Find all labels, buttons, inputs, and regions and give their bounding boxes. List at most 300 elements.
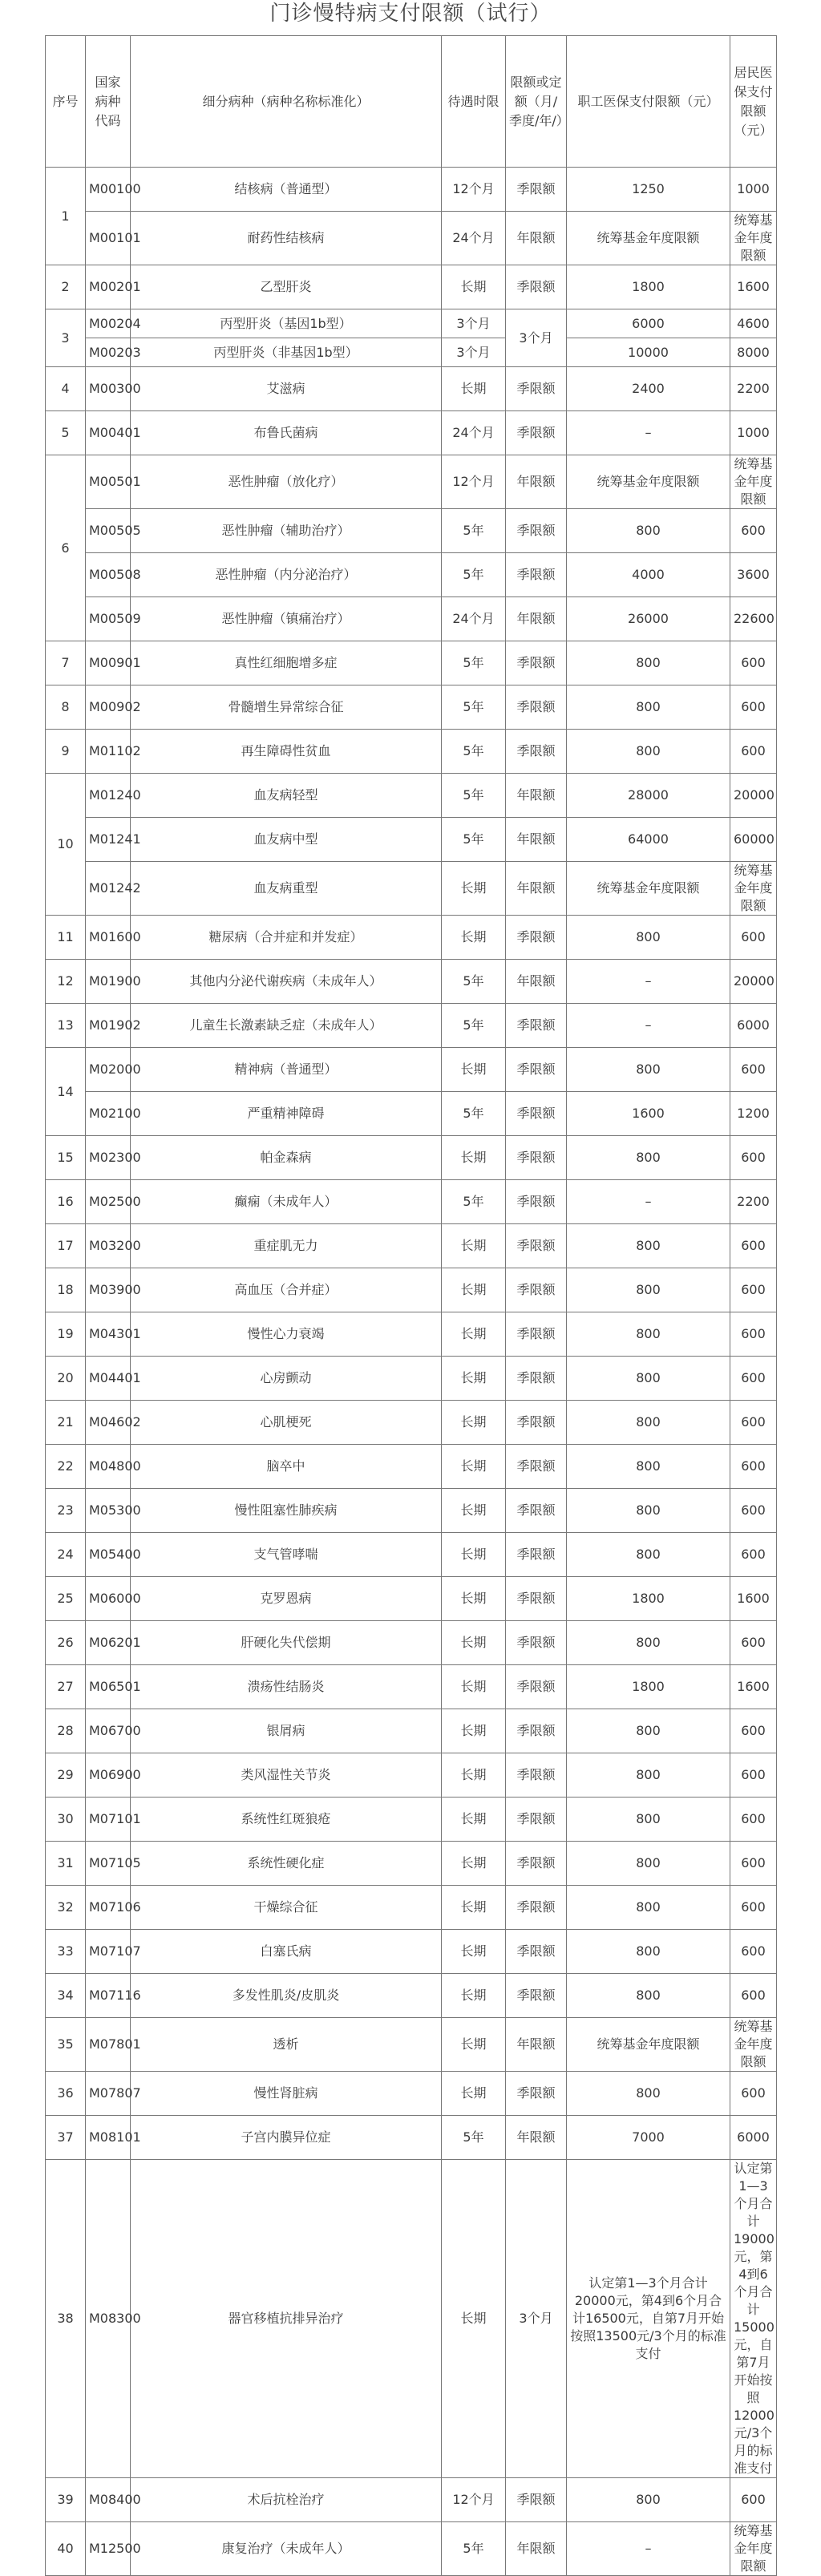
cell-wait: 长期	[442, 1886, 506, 1930]
cell-employee: 64000	[567, 818, 730, 862]
cell-code: M12500	[86, 2522, 131, 2576]
cell-name: 真性红细胞增多症	[131, 641, 442, 685]
cell-resident: 600	[730, 509, 777, 553]
cell-code: M00204	[86, 309, 131, 338]
cell-resident: 2200	[730, 1180, 777, 1224]
cell-wait: 5年	[442, 730, 506, 774]
cell-wait: 长期	[442, 1665, 506, 1709]
table-row	[46, 2116, 777, 2160]
table-row	[46, 168, 777, 212]
cell-resident: 3600	[730, 553, 777, 597]
cell-wait: 长期	[442, 1709, 506, 1753]
cell-name: 精神病（普通型）	[131, 1048, 442, 1092]
cell-resident: 600	[730, 1489, 777, 1533]
cell-employee: 800	[567, 1798, 730, 1842]
cell-name: 心房颤动	[131, 1357, 442, 1401]
cell-limit-type: 季限额	[506, 509, 567, 553]
cell-resident: 600	[730, 1357, 777, 1401]
cell-code: M06501	[86, 1665, 131, 1709]
cell-resident: 统筹基金年度限额	[730, 2018, 777, 2072]
cell-no: 10	[46, 774, 86, 916]
cell-wait: 24个月	[442, 212, 506, 265]
cell-wait: 5年	[442, 774, 506, 818]
cell-no: 12	[46, 960, 86, 1004]
cell-limit-type: 季限额	[506, 1268, 567, 1312]
cell-name: 慢性阻塞性肺疾病	[131, 1489, 442, 1533]
cell-employee: 800	[567, 1886, 730, 1930]
table-row	[46, 1048, 777, 1092]
cell-name: 脑卒中	[131, 1445, 442, 1489]
cell-code: M08101	[86, 2116, 131, 2160]
cell-name: 类风湿性关节炎	[131, 1753, 442, 1798]
cell-no: 39	[46, 2478, 86, 2522]
cell-no: 20	[46, 1357, 86, 1401]
table-row	[46, 1886, 777, 1930]
cell-name: 白塞氏病	[131, 1930, 442, 1974]
cell-employee: 800	[567, 1930, 730, 1974]
table-row	[46, 2522, 777, 2576]
cell-no: 23	[46, 1489, 86, 1533]
cell-resident: 1600	[730, 1577, 777, 1621]
cell-name: 慢性心力衰竭	[131, 1312, 442, 1357]
table-row	[46, 309, 777, 338]
table-row	[46, 1665, 777, 1709]
cell-code: M04602	[86, 1401, 131, 1445]
cell-wait: 长期	[442, 1577, 506, 1621]
cell-limit-type: 季限额	[506, 1577, 567, 1621]
cell-wait: 长期	[442, 1753, 506, 1798]
cell-name: 儿童生长激素缺乏症（未成年人）	[131, 1004, 442, 1048]
cell-resident: 认定第1—3个月合计19000元，第4到6个月合计15000元，自第7月开始按照12000元/3个月的标准支付	[730, 2160, 777, 2478]
cell-no: 37	[46, 2116, 86, 2160]
cell-limit-type: 3个月	[506, 2160, 567, 2478]
cell-no: 21	[46, 1401, 86, 1445]
cell-resident: 600	[730, 1312, 777, 1357]
cell-resident: 600	[730, 1224, 777, 1268]
cell-name: 癫痫（未成年人）	[131, 1180, 442, 1224]
cell-wait: 5年	[442, 1004, 506, 1048]
cell-employee: –	[567, 1180, 730, 1224]
table-row	[46, 1489, 777, 1533]
table-row	[46, 1312, 777, 1357]
cell-employee: 800	[567, 1357, 730, 1401]
limit-table	[45, 35, 777, 2576]
cell-name: 术后抗栓治疗	[131, 2478, 442, 2522]
table-row	[46, 509, 777, 553]
cell-limit-type: 季限额	[506, 1621, 567, 1665]
cell-name: 重症肌无力	[131, 1224, 442, 1268]
cell-employee: 1800	[567, 1577, 730, 1621]
cell-code: M01241	[86, 818, 131, 862]
cell-employee: 7000	[567, 2116, 730, 2160]
cell-wait: 长期	[442, 916, 506, 960]
cell-code: M01902	[86, 1004, 131, 1048]
cell-wait: 长期	[442, 1974, 506, 2018]
cell-employee: 认定第1—3个月合计20000元，第4到6个月合计16500元，自第7月开始按照13500元/3个月的标准支付	[567, 2160, 730, 2478]
cell-resident: 600	[730, 1136, 777, 1180]
cell-resident: 600	[730, 1268, 777, 1312]
cell-employee: 800	[567, 1401, 730, 1445]
cell-no: 34	[46, 1974, 86, 2018]
cell-wait: 5年	[442, 2116, 506, 2160]
cell-no: 35	[46, 2018, 86, 2072]
cell-code: M03200	[86, 1224, 131, 1268]
table-row	[46, 1357, 777, 1401]
cell-name: 子宫内膜异位症	[131, 2116, 442, 2160]
header-code: 国家病种代码	[86, 36, 131, 168]
cell-code: M07807	[86, 2072, 131, 2116]
cell-limit-type: 年限额	[506, 774, 567, 818]
cell-code: M07107	[86, 1930, 131, 1974]
cell-employee: 800	[567, 916, 730, 960]
table-row	[46, 1268, 777, 1312]
cell-limit-type: 季限额	[506, 1798, 567, 1842]
cell-wait: 长期	[442, 1798, 506, 1842]
cell-resident: 600	[730, 1842, 777, 1886]
cell-limit-type: 年限额	[506, 455, 567, 509]
cell-wait: 5年	[442, 509, 506, 553]
cell-limit-type: 年限额	[506, 597, 567, 641]
cell-limit-type: 季限额	[506, 2072, 567, 2116]
cell-name: 透析	[131, 2018, 442, 2072]
cell-resident: 1200	[730, 1092, 777, 1136]
cell-wait: 24个月	[442, 411, 506, 455]
cell-no: 36	[46, 2072, 86, 2116]
table-row	[46, 1533, 777, 1577]
cell-resident: 600	[730, 1709, 777, 1753]
table-row	[46, 2478, 777, 2522]
cell-code: M01900	[86, 960, 131, 1004]
cell-limit-type: 季限额	[506, 367, 567, 411]
cell-name: 肝硬化失代偿期	[131, 1621, 442, 1665]
cell-resident: 600	[730, 916, 777, 960]
table-row	[46, 1401, 777, 1445]
table-row	[46, 641, 777, 685]
table-row	[46, 1224, 777, 1268]
cell-employee: 6000	[567, 309, 730, 338]
cell-code: M00201	[86, 265, 131, 309]
cell-code: M01600	[86, 916, 131, 960]
table-row	[46, 338, 777, 367]
cell-name: 溃疡性结肠炎	[131, 1665, 442, 1709]
cell-wait: 长期	[442, 1312, 506, 1357]
cell-resident: 统筹基金年度限额	[730, 455, 777, 509]
table-row	[46, 1798, 777, 1842]
cell-limit-type: 季限额	[506, 1312, 567, 1357]
cell-employee: 800	[567, 1136, 730, 1180]
cell-limit-type: 季限额	[506, 1886, 567, 1930]
cell-code: M06201	[86, 1621, 131, 1665]
cell-wait: 长期	[442, 1401, 506, 1445]
cell-code: M01240	[86, 774, 131, 818]
cell-employee: 800	[567, 730, 730, 774]
cell-limit-type: 季限额	[506, 1445, 567, 1489]
cell-no: 11	[46, 916, 86, 960]
cell-no: 5	[46, 411, 86, 455]
table-row	[46, 1974, 777, 2018]
cell-resident: 20000	[730, 960, 777, 1004]
cell-code: M02500	[86, 1180, 131, 1224]
header-wait: 待遇时限	[442, 36, 506, 168]
cell-limit-type: 季限额	[506, 411, 567, 455]
header-employee: 职工医保支付限额（元）	[567, 36, 730, 168]
table-row	[46, 1092, 777, 1136]
cell-no: 22	[46, 1445, 86, 1489]
cell-limit-type: 季限额	[506, 1180, 567, 1224]
cell-resident: 600	[730, 1886, 777, 1930]
cell-resident: 600	[730, 1401, 777, 1445]
table-row	[46, 2072, 777, 2116]
cell-limit-type: 季限额	[506, 1136, 567, 1180]
cell-code: M00300	[86, 367, 131, 411]
cell-employee: 800	[567, 2072, 730, 2116]
cell-resident: 22600	[730, 597, 777, 641]
cell-resident: 20000	[730, 774, 777, 818]
cell-code: M06900	[86, 1753, 131, 1798]
cell-code: M07101	[86, 1798, 131, 1842]
table-row	[46, 212, 777, 265]
cell-employee: 1600	[567, 1092, 730, 1136]
cell-wait: 长期	[442, 1268, 506, 1312]
cell-resident: 1000	[730, 411, 777, 455]
cell-employee: 1800	[567, 1665, 730, 1709]
cell-code: M04401	[86, 1357, 131, 1401]
cell-limit-type: 年限额	[506, 2522, 567, 2576]
cell-name: 其他内分泌代谢疾病（未成年人）	[131, 960, 442, 1004]
cell-no: 13	[46, 1004, 86, 1048]
cell-no: 17	[46, 1224, 86, 1268]
cell-name: 耐药性结核病	[131, 212, 442, 265]
cell-limit-type: 季限额	[506, 1930, 567, 1974]
cell-code: M08400	[86, 2478, 131, 2522]
cell-employee: 2400	[567, 367, 730, 411]
cell-limit-type: 季限额	[506, 1092, 567, 1136]
cell-resident: 1600	[730, 1665, 777, 1709]
cell-no: 3	[46, 309, 86, 367]
cell-no: 26	[46, 1621, 86, 1665]
table-row	[46, 1930, 777, 1974]
cell-employee: 10000	[567, 338, 730, 367]
cell-no: 29	[46, 1753, 86, 1798]
cell-employee: 800	[567, 1048, 730, 1092]
cell-limit-type: 3个月	[506, 309, 567, 367]
cell-code: M04301	[86, 1312, 131, 1357]
cell-limit-type: 季限额	[506, 916, 567, 960]
cell-code: M00509	[86, 597, 131, 641]
cell-name: 克罗恩病	[131, 1577, 442, 1621]
cell-wait: 3个月	[442, 309, 506, 338]
cell-resident: 600	[730, 1974, 777, 2018]
cell-employee: 1800	[567, 265, 730, 309]
cell-limit-type: 季限额	[506, 2478, 567, 2522]
page-title: 门诊慢特病支付限额（试行）	[269, 2, 552, 26]
cell-limit-type: 季限额	[506, 1665, 567, 1709]
cell-code: M00508	[86, 553, 131, 597]
cell-resident: 统筹基金年度限额	[730, 2522, 777, 2576]
cell-wait: 24个月	[442, 597, 506, 641]
cell-no: 32	[46, 1886, 86, 1930]
cell-resident: 2200	[730, 367, 777, 411]
cell-name: 支气管哮喘	[131, 1533, 442, 1577]
cell-name: 丙型肝炎（基因1b型）	[131, 309, 442, 338]
table-row	[46, 1136, 777, 1180]
cell-code: M08300	[86, 2160, 131, 2478]
cell-code: M00901	[86, 641, 131, 685]
cell-limit-type: 年限额	[506, 862, 567, 916]
cell-resident: 600	[730, 2478, 777, 2522]
cell-name: 康复治疗（未成年人）	[131, 2522, 442, 2576]
table-row	[46, 730, 777, 774]
cell-no: 15	[46, 1136, 86, 1180]
cell-no: 28	[46, 1709, 86, 1753]
cell-employee: 800	[567, 1842, 730, 1886]
table-row	[46, 862, 777, 916]
cell-code: M00902	[86, 685, 131, 730]
cell-limit-type: 季限额	[506, 553, 567, 597]
table-row	[46, 553, 777, 597]
cell-name: 恶性肿瘤（镇痛治疗）	[131, 597, 442, 641]
table-row	[46, 1842, 777, 1886]
cell-wait: 5年	[442, 1180, 506, 1224]
cell-resident: 600	[730, 685, 777, 730]
cell-code: M05400	[86, 1533, 131, 1577]
cell-code: M07801	[86, 2018, 131, 2072]
cell-name: 恶性肿瘤（放化疗）	[131, 455, 442, 509]
cell-wait: 5年	[442, 553, 506, 597]
cell-employee: 统筹基金年度限额	[567, 455, 730, 509]
cell-code: M00203	[86, 338, 131, 367]
cell-code: M00501	[86, 455, 131, 509]
cell-resident: 600	[730, 1621, 777, 1665]
cell-resident: 600	[730, 1048, 777, 1092]
cell-employee: 800	[567, 1533, 730, 1577]
cell-code: M05300	[86, 1489, 131, 1533]
table-header-row	[46, 36, 777, 168]
cell-wait: 长期	[442, 1533, 506, 1577]
table-row	[46, 1621, 777, 1665]
cell-no: 6	[46, 455, 86, 641]
cell-no: 30	[46, 1798, 86, 1842]
cell-name: 心肌梗死	[131, 1401, 442, 1445]
cell-limit-type: 季限额	[506, 168, 567, 212]
cell-no: 27	[46, 1665, 86, 1709]
header-resident: 居民医保支付限额（元）	[730, 36, 777, 168]
cell-resident: 8000	[730, 338, 777, 367]
cell-name: 结核病（普通型）	[131, 168, 442, 212]
cell-limit-type: 季限额	[506, 1489, 567, 1533]
cell-wait: 12个月	[442, 455, 506, 509]
cell-employee: –	[567, 411, 730, 455]
table-row	[46, 1004, 777, 1048]
cell-name: 再生障碍性贫血	[131, 730, 442, 774]
cell-name: 系统性硬化症	[131, 1842, 442, 1886]
cell-limit-type: 季限额	[506, 1753, 567, 1798]
table-row	[46, 818, 777, 862]
cell-name: 血友病中型	[131, 818, 442, 862]
cell-limit-type: 季限额	[506, 685, 567, 730]
cell-code: M06700	[86, 1709, 131, 1753]
cell-resident: 600	[730, 2072, 777, 2116]
cell-no: 4	[46, 367, 86, 411]
cell-no: 16	[46, 1180, 86, 1224]
cell-limit-type: 季限额	[506, 1533, 567, 1577]
cell-no: 31	[46, 1842, 86, 1886]
cell-wait: 长期	[442, 2072, 506, 2116]
cell-limit-type: 季限额	[506, 1004, 567, 1048]
cell-limit-type: 季限额	[506, 1401, 567, 1445]
cell-resident: 600	[730, 1798, 777, 1842]
cell-name: 系统性红斑狼疮	[131, 1798, 442, 1842]
cell-employee: 1250	[567, 168, 730, 212]
cell-name: 血友病轻型	[131, 774, 442, 818]
cell-limit-type: 年限额	[506, 2018, 567, 2072]
cell-employee: 统筹基金年度限额	[567, 2018, 730, 2072]
cell-code: M04800	[86, 1445, 131, 1489]
cell-limit-type: 年限额	[506, 212, 567, 265]
cell-name: 慢性肾脏病	[131, 2072, 442, 2116]
cell-limit-type: 季限额	[506, 1357, 567, 1401]
cell-resident: 1600	[730, 265, 777, 309]
cell-no: 40	[46, 2522, 86, 2576]
cell-code: M06000	[86, 1577, 131, 1621]
table-row	[46, 774, 777, 818]
cell-wait: 长期	[442, 1048, 506, 1092]
table-row	[46, 2018, 777, 2072]
cell-wait: 长期	[442, 265, 506, 309]
cell-limit-type: 年限额	[506, 818, 567, 862]
cell-wait: 长期	[442, 1445, 506, 1489]
cell-code: M00101	[86, 212, 131, 265]
cell-name: 糖尿病（合并症和并发症）	[131, 916, 442, 960]
cell-wait: 5年	[442, 1092, 506, 1136]
cell-wait: 5年	[442, 685, 506, 730]
cell-name: 丙型肝炎（非基因1b型）	[131, 338, 442, 367]
cell-wait: 长期	[442, 1136, 506, 1180]
cell-employee: –	[567, 960, 730, 1004]
cell-name: 多发性肌炎/皮肌炎	[131, 1974, 442, 2018]
cell-resident: 600	[730, 1753, 777, 1798]
cell-wait: 5年	[442, 2522, 506, 2576]
cell-name: 器官移植抗排异治疗	[131, 2160, 442, 2478]
cell-no: 1	[46, 168, 86, 265]
cell-limit-type: 季限额	[506, 265, 567, 309]
cell-employee: 800	[567, 1974, 730, 2018]
cell-employee: 800	[567, 1224, 730, 1268]
cell-resident: 600	[730, 1445, 777, 1489]
cell-no: 8	[46, 685, 86, 730]
cell-no: 25	[46, 1577, 86, 1621]
cell-employee: 800	[567, 685, 730, 730]
cell-wait: 5年	[442, 960, 506, 1004]
cell-code: M02000	[86, 1048, 131, 1092]
cell-employee: 统筹基金年度限额	[567, 212, 730, 265]
cell-code: M02300	[86, 1136, 131, 1180]
cell-name: 布鲁氏菌病	[131, 411, 442, 455]
cell-wait: 长期	[442, 1489, 506, 1533]
cell-resident: 600	[730, 1533, 777, 1577]
cell-code: M07105	[86, 1842, 131, 1886]
cell-name: 恶性肿瘤（辅助治疗）	[131, 509, 442, 553]
header-no: 序号	[46, 36, 86, 168]
cell-code: M00505	[86, 509, 131, 553]
cell-name: 干燥综合征	[131, 1886, 442, 1930]
cell-employee: 28000	[567, 774, 730, 818]
cell-employee: 800	[567, 1753, 730, 1798]
cell-wait: 3个月	[442, 338, 506, 367]
cell-name: 艾滋病	[131, 367, 442, 411]
table-row	[46, 367, 777, 411]
cell-limit-type: 季限额	[506, 1709, 567, 1753]
